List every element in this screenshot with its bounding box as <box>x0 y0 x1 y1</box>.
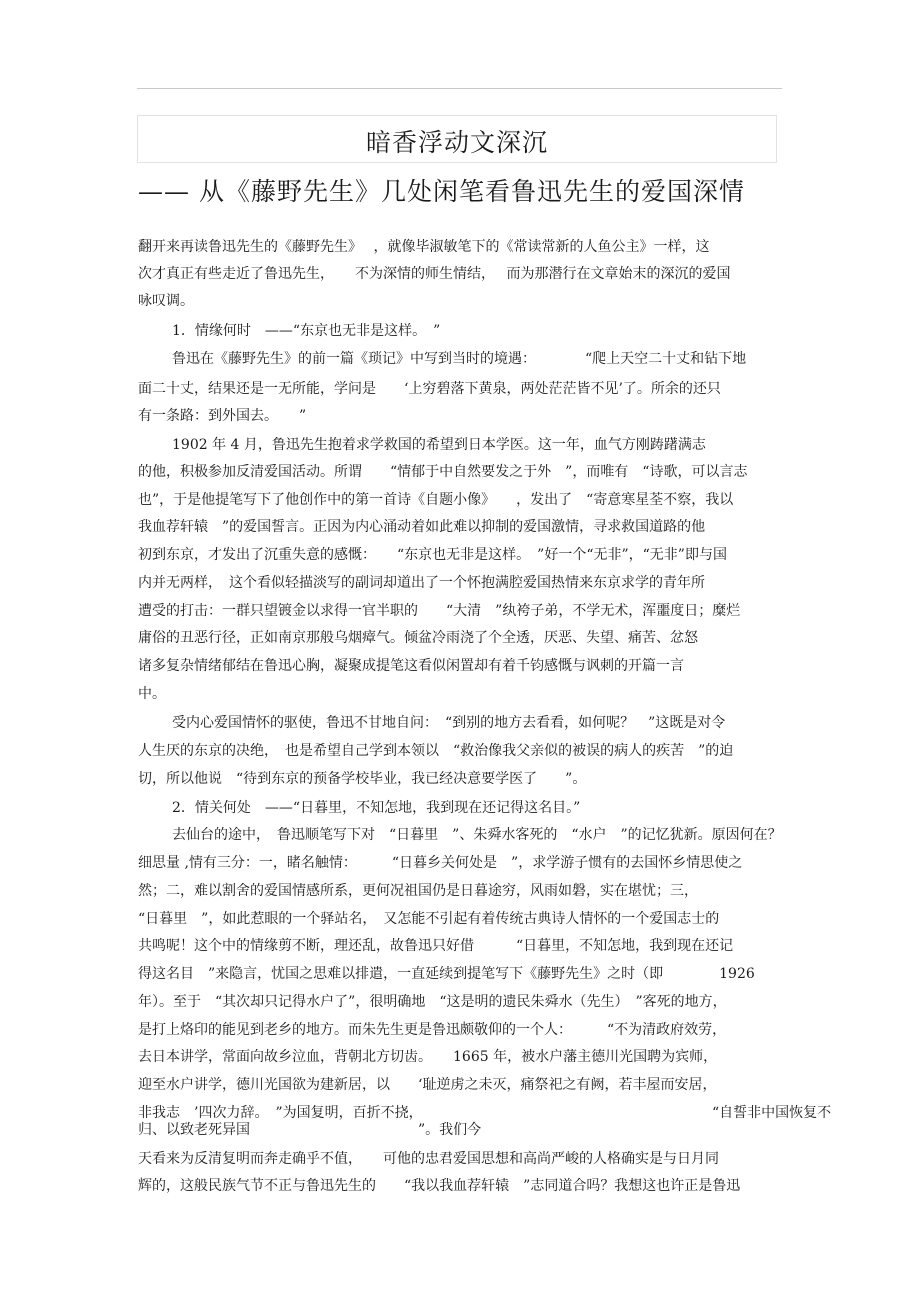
text-line: 我血荐轩辕 ”的爱国誓言。正因为内心涌动着如此难以抑制的爱国激情，寻求救国道路的他 <box>138 519 706 535</box>
text-line: 然；二，难以割舍的爱国情感所系，更何况祖国仍是日暮途穷，风雨如磐，实在堪忧；三， <box>138 883 698 899</box>
text-line: 细思量 ,情有三分：一，睹名触情： “日暮乡关何处是 ”，求学游子惯有的去国怀乡情思使之 <box>138 855 743 871</box>
text-line: 非我志 ’四次力辞。 ”为国复明，百折不挠， <box>138 1105 423 1121</box>
section-heading: 1．情缘何时 ——“东京也无非是这样。 ” <box>172 323 441 339</box>
text-line: 共鸣呢！这个中的情缘剪不断，理还乱，故鲁迅只好借 “日暮里，不知怎地，我到现在还记 <box>138 938 734 954</box>
text-line: 迎至水户讲学，德川光国欲为建新居，以 ‘耻逆虏之未灭，痛祭祀之有阙，若丰屋而安居， <box>138 1077 717 1093</box>
text-line: 天看来为反清复明而奔走确乎不值， 可他的忠君爱国思想和高尚严峻的人格确实是与日月同 <box>138 1151 719 1167</box>
text-line: 中。 <box>138 686 166 702</box>
text-line: 庸俗的丑恶行径，正如南京那般乌烟瘴气。倾盆冷雨浇了个全透，厌恶、失望、痛苦、忿怒 <box>138 630 698 646</box>
text-line: 去仙台的途中， 鲁迅顺笔写下对 “日暮里 ”、朱舜水客死的 “水户 ”的记忆犹新。原因何在？ <box>172 827 782 843</box>
text-line: 是打上烙印的能见到老乡的地方。而朱先生更是鲁迅颇敬仰的一个人： “不为清政府效劳， <box>138 1022 727 1038</box>
text-line: 次才真正有些走近了鲁迅先生， 不为深情的师生情结， 而为那潜行在文章始末的深沉的爱国 <box>138 266 731 282</box>
text-line: 切，所以他说 “待到东京的预备学校毕业，我已经决意要学医了 ”。 <box>138 771 587 787</box>
text-line: “日暮里 ”，如此惹眼的一个驿站名， 又怎能不引起有着传统古典诗人情怀的一个爱国志士的 <box>138 911 720 927</box>
text-line: 人生厌的东京的决绝， 也是希望自己学到本领以 “救治像我父亲似的被误的病人的疾苦 ”的迫 <box>138 743 734 759</box>
text-line: 鲁迅在《藤野先生》的前一篇《琐记》中写到当时的境遇： “爬上天空二十丈和钻下地 <box>172 351 747 367</box>
text-line: 得这名目 ”来隐言，忧国之思难以排遣，一直延续到提笔写下《藤野先生》之时（即 1926 <box>138 966 755 982</box>
document-title: 暗香浮动文深沉 <box>365 128 548 157</box>
text-line: 也”，于是他提笔写下了他创作中的第一首诗《自题小像》 ，发出了 “寄意寒星荃不察，我以 <box>138 492 734 508</box>
text-line: 受内心爱国情怀的驱使，鲁迅不甘地自问： “到别的地方去看看，如何呢？ ”这既是对令 <box>172 715 726 731</box>
text-line: “自誓非中国恢复不 <box>712 1105 832 1121</box>
text-line: 有一条路：到外国去。 ” <box>138 408 307 424</box>
text-line: 遭受的打击：一群只望镀金以求得一官半职的 “大清 ”纨袴子弟，不学无术，浑噩度日；糜烂 <box>138 603 741 619</box>
text-line: 的他，积极参加反清爱国活动。所谓 “情郁于中自然要发之于外 ”，而唯有 “诗歌，可以言志 <box>138 464 748 480</box>
text-line: 咏叹调。 <box>138 293 194 309</box>
title-box <box>137 115 777 163</box>
text-line: 1902 年 4 月，鲁迅先生抱着求学救国的希望到日本学医。这一年，血气方刚踌躇满志 <box>172 437 706 453</box>
section-heading: 2．情关何处 ——“日暮里，不知怎地，我到现在还记得这名目。” <box>172 800 581 816</box>
text-line: 翻开来再读鲁迅先生的《藤野先生》 ，就像毕淑敏笔下的《常读常新的人鱼公主》一样，这 <box>138 239 710 255</box>
text-line: 面二十丈，结果还是一无所能，学问是 ‘上穷碧落下黄泉，两处茫茫皆不见’了。所余的还只 <box>138 381 721 397</box>
text-line: 归、以致老死异国 ”。我们今 <box>138 1122 482 1138</box>
document-subtitle: —— 从《藤野先生》几处闲笔看鲁迅先生的爱国深情 <box>138 177 745 206</box>
text-line: 去日本讲学，常面向故乡泣血，背朝北方切齿。 1665 年，被水户藩主德川光国聘为宾师， <box>138 1049 718 1065</box>
text-line: 内并无两样， 这个看似轻描淡写的副词却道出了一个怀抱满腔爱国热情来东京求学的青年所 <box>138 575 705 591</box>
text-line: 辉的，这般民族气节不正与鲁迅先生的 “我以我血荐轩辕 ”志同道合吗？我想这也许正是鲁迅 <box>138 1178 741 1194</box>
text-line: 年）。至于 “其次却只记得水户了”，很明确地 “这是明的遗民朱舜水（先生） ”客死的地方， <box>138 994 727 1010</box>
text-line: 诸多复杂情绪郁结在鲁迅心胸，凝聚成提笔这看似闲置却有着千钧感慨与讽刺的开篇一言 <box>138 658 684 674</box>
top-divider <box>137 88 782 89</box>
text-line: 初到东京，才发出了沉重失意的感慨： “东京也无非是这样。 ”好一个“无非”，“无非”即与国 <box>138 547 727 563</box>
